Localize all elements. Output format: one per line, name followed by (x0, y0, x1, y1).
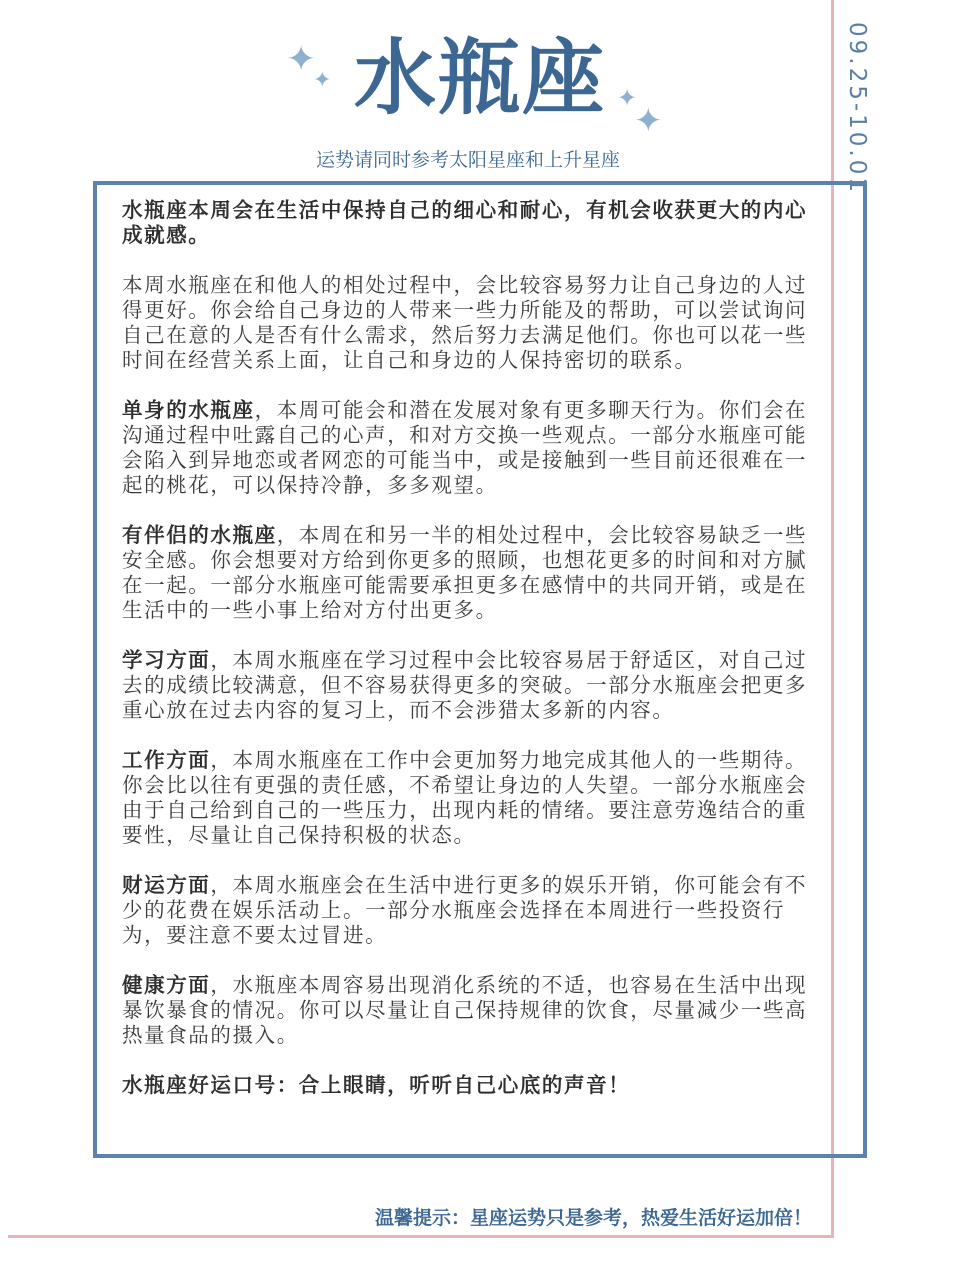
subtitle: 运势请同时参考太阳星座和上升星座 (315, 149, 620, 171)
slogan: 水瓶座好运口号：合上眼睛，听听自己心底的声音！ (122, 1073, 631, 1097)
sparkle-icon: ✦ (634, 101, 663, 141)
pink-horizontal-line (8, 1235, 834, 1238)
relationships-paragraph: 本周水瓶座在和他人的相处过程中，会比较容易努力让自己身边的人过得更好。你会给自己身边的人带来一些力所能及的帮助，可以尝试询问自己在意的人是否有什么需求，然后努力去满足他们。你也可以花一些时间在经营关系上面，让自己和身边的人保持密切的联系。 (122, 273, 808, 372)
work-paragraph: 工作方面，本周水瓶座在工作中会更加努力地完成其他人的一些期待。你会比以往有更强的责任感，不希望让身边的人失望。一部分水瓶座会由于自己给到自己的一些压力，出现内耗的情绪。要注意劳逸结合的重要性，尽量让自己保持积极的状态。 (122, 748, 808, 847)
intro-paragraph: 水瓶座本周会在生活中保持自己的细心和耐心，有机会收获更大的内心成就感。 (122, 198, 808, 247)
page-title: 水瓶座 (353, 31, 606, 126)
single-paragraph: 单身的水瓶座，本周可能会和潜在发展对象有更多聊天行为。你们会在沟通过程中吐露自己的心声，和对方交换一些观点。一部分水瓶座可能会陷入到异地恋或者网恋的可能当中，或是接触到一些目前还很难在一起的桃花，可以保持冷静，多多观望。 (122, 398, 808, 497)
partnered-paragraph: 有伴侣的水瓶座，本周在和另一半的相处过程中，会比较容易缺乏一些安全感。你会想要对方给到你更多的照顾，也想花更多的时间和对方腻在一起。一部分水瓶座可能需要承担更多在感情中的共同开销，或是在生活中的一些小事上给对方付出更多。 (122, 523, 808, 622)
finance-paragraph: 财运方面，本周水瓶座会在生活中进行更多的娱乐开销，你可能会有不少的花费在娱乐活动上。一部分水瓶座会选择在本周进行一些投资行为，要注意不要太过冒进。 (122, 873, 808, 947)
sparkle-icon: ✦ (313, 68, 332, 93)
study-paragraph: 学习方面，本周水瓶座在学习过程中会比较容易居于舒适区，对自己过去的成绩比较满意，但不容易获得更多的突破。一部分水瓶座会把更多重心放在过去内容的复习上，而不会涉猎太多新的内容。 (122, 648, 808, 722)
warm-tip: 温馨提示：星座运势只是参考，热爱生活好运加倍！ (374, 1207, 812, 1229)
sparkle-icon: ✦ (617, 84, 638, 112)
date-range: 09.25-10.01 (844, 22, 870, 195)
sparkle-icon: ✦ (286, 39, 317, 80)
horoscope-content (122, 198, 822, 1123)
health-paragraph: 健康方面，水瓶座本周容易出现消化系统的不适，也容易在生活中出现暴饮暴食的情况。你可以尽量让自己保持规律的饮食，尽量减少一些高热量食品的摄入。 (122, 973, 808, 1047)
horoscope-card (93, 181, 867, 1158)
